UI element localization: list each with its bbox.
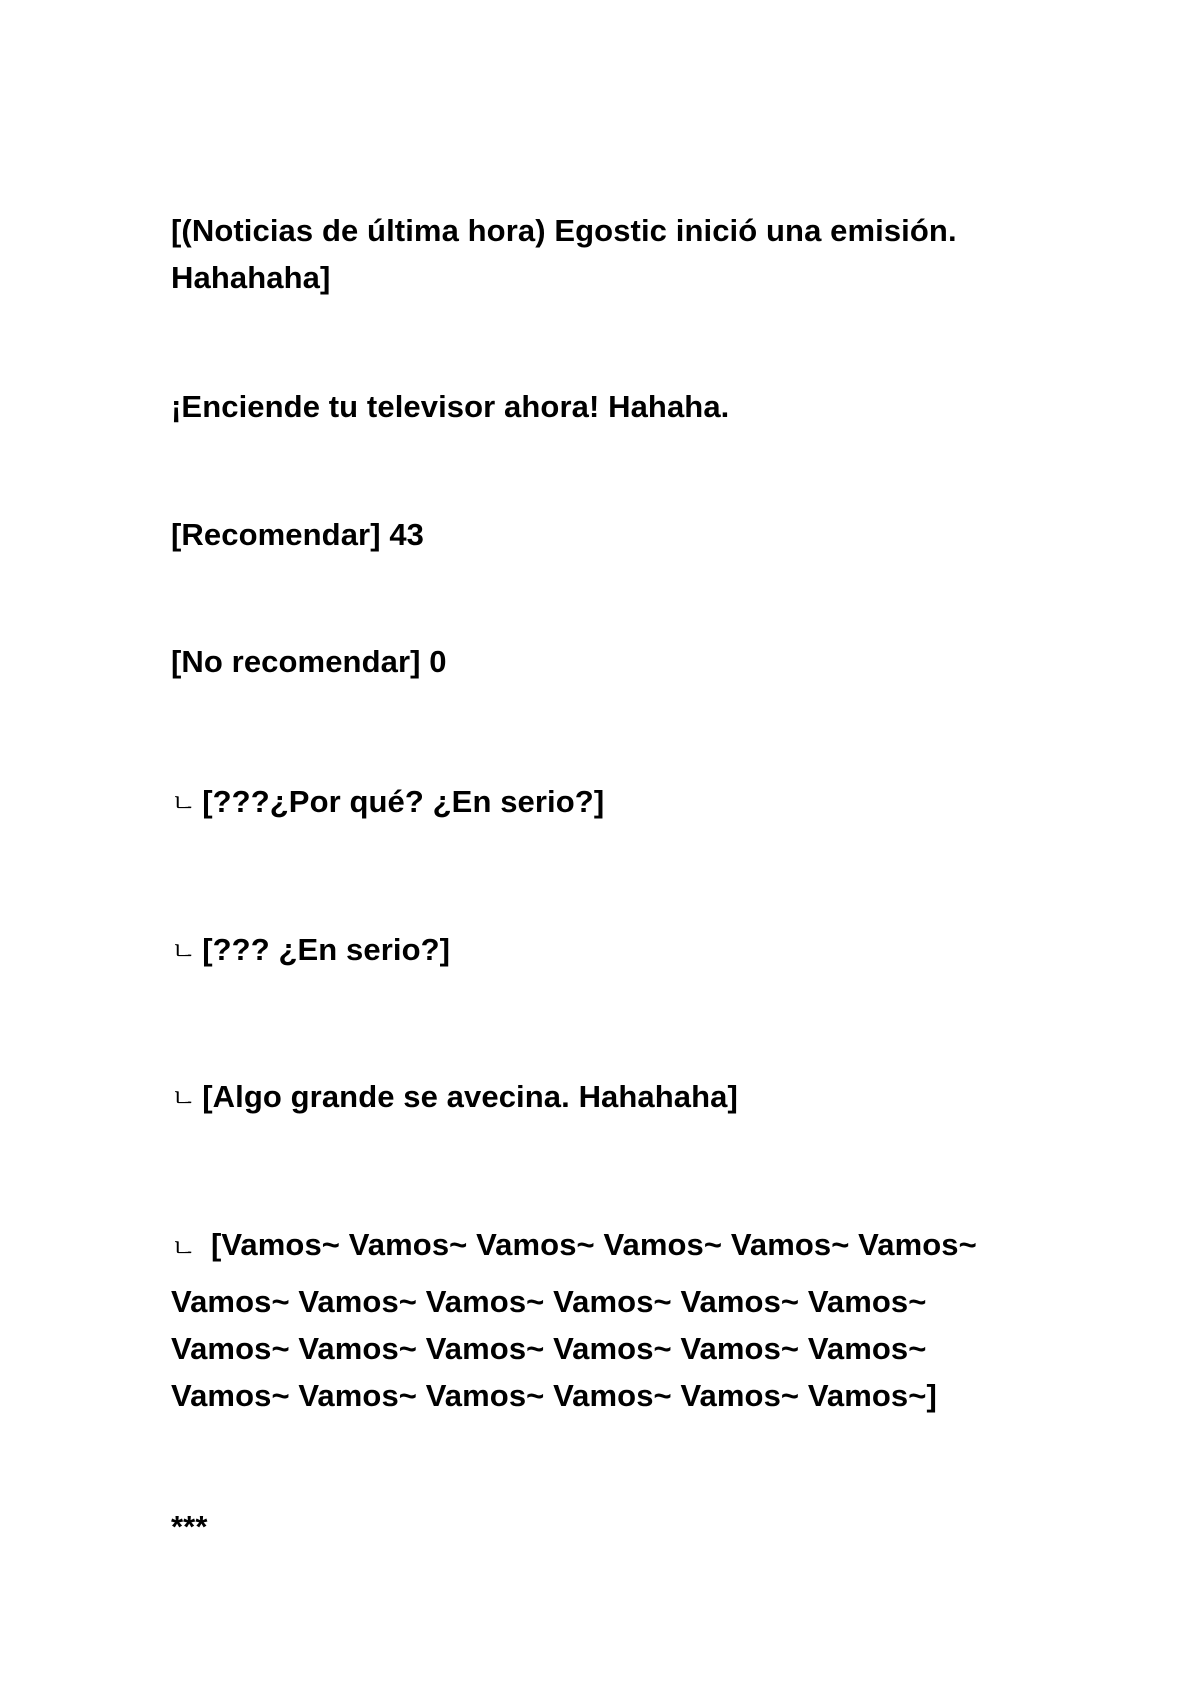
comment-3 bbox=[171, 1073, 1051, 1120]
comment-4-row-4: Vamos~ Vamos~ Vamos~ Vamos~ Vamos~ Vamos~] bbox=[171, 1378, 937, 1413]
comment-text: [Algo grande se avecina. Hahahaha] bbox=[202, 1079, 738, 1114]
comment-text: [???¿Por qué? ¿En serio?] bbox=[202, 784, 605, 819]
comment-4-row-2: Vamos~ Vamos~ Vamos~ Vamos~ Vamos~ Vamos~ bbox=[171, 1284, 927, 1319]
headline-line-2: Hahahaha] bbox=[171, 260, 331, 295]
reply-arrow-icon: ㄴ bbox=[171, 788, 197, 818]
comment-text: [??? ¿En serio?] bbox=[202, 932, 451, 967]
post-body: ¡Enciende tu televisor ahora! Hahaha. bbox=[171, 389, 730, 424]
comment-4-row-1 bbox=[171, 1221, 1051, 1270]
section-separator: *** bbox=[171, 1509, 208, 1544]
reply-arrow-icon: ㄴ bbox=[171, 1083, 197, 1113]
not-recommend-count: [No recomendar] 0 bbox=[171, 644, 447, 679]
reply-arrow-icon: ㄴ bbox=[171, 1233, 197, 1263]
reply-arrow-icon: ㄴ bbox=[171, 936, 197, 966]
comment-4-row-3: Vamos~ Vamos~ Vamos~ Vamos~ Vamos~ Vamos~ bbox=[171, 1331, 927, 1366]
comment-4 bbox=[171, 1221, 1051, 1419]
comment-text: [Vamos~ Vamos~ Vamos~ Vamos~ Vamos~ Vamos~ bbox=[210, 1227, 977, 1262]
headline-line-1: [(Noticias de última hora) Egostic inició una emisión. bbox=[171, 213, 957, 248]
recommend-count: [Recomendar] 43 bbox=[171, 517, 425, 552]
comment-1 bbox=[171, 778, 1051, 825]
headline bbox=[171, 207, 1051, 301]
comment-2 bbox=[171, 926, 1051, 973]
